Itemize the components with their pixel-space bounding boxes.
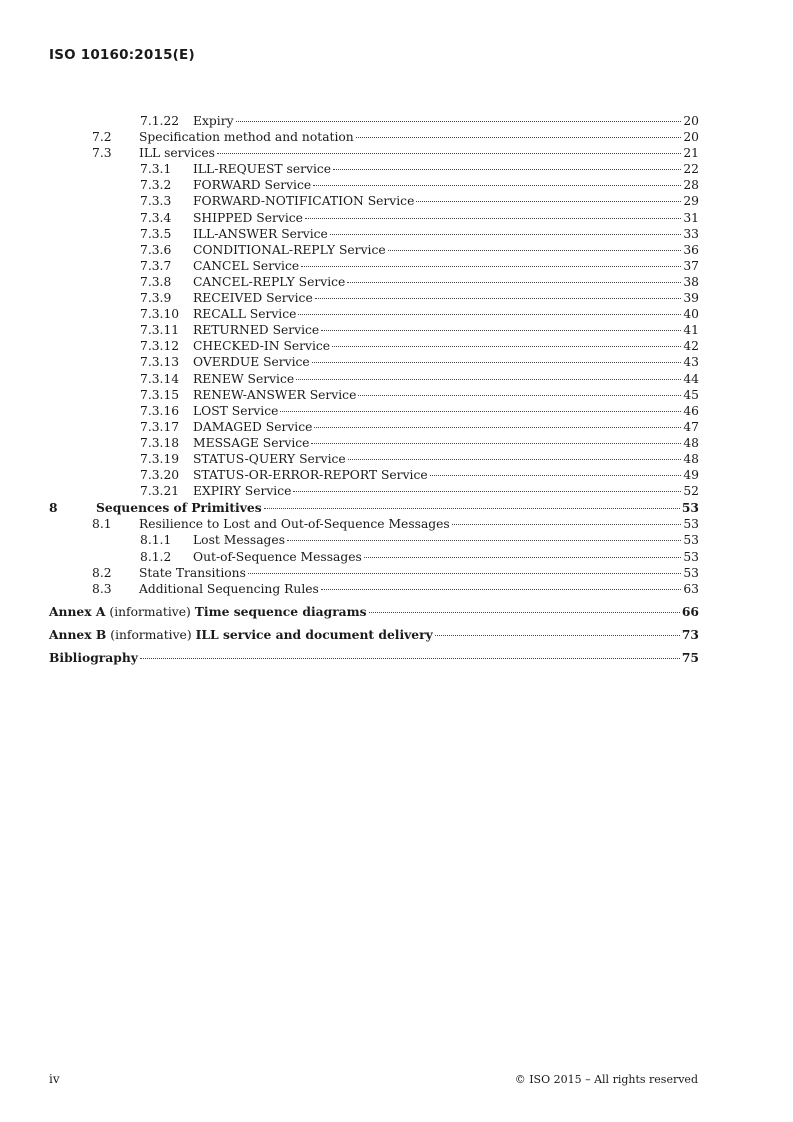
entry-number: 7.3.7 bbox=[140, 258, 172, 273]
dot-leader bbox=[301, 265, 681, 267]
annex-label: Annex B bbox=[49, 626, 107, 642]
dot-leader bbox=[293, 490, 681, 492]
entry-title: SHIPPED Service bbox=[193, 210, 303, 225]
dot-leader bbox=[435, 634, 680, 636]
page-number: 48 bbox=[683, 451, 699, 466]
toc-entry[interactable] bbox=[49, 306, 699, 322]
toc-entry[interactable] bbox=[49, 354, 699, 370]
page-number: 43 bbox=[683, 355, 699, 370]
annex-kind: (informative) bbox=[110, 627, 192, 642]
dot-leader bbox=[298, 313, 681, 315]
toc-entry[interactable] bbox=[49, 226, 699, 242]
page-number: 40 bbox=[683, 307, 699, 322]
page-number: 75 bbox=[681, 649, 699, 665]
entry-title: OVERDUE Service bbox=[193, 355, 310, 370]
entry-number: 7.3.21 bbox=[140, 484, 180, 499]
toc-entry[interactable] bbox=[49, 403, 699, 419]
dot-leader bbox=[332, 345, 681, 347]
entry-number: 7.3 bbox=[92, 146, 112, 161]
entry-number: 7.3.2 bbox=[140, 178, 172, 193]
toc-bibliography[interactable] bbox=[49, 650, 699, 666]
entry-number: 7.2 bbox=[92, 130, 112, 145]
entry-number: 7.1.22 bbox=[140, 114, 180, 128]
entry-number: 7.3.18 bbox=[140, 435, 180, 450]
page-number: 33 bbox=[683, 226, 699, 241]
page-label: iv bbox=[49, 1072, 60, 1086]
dot-leader bbox=[312, 361, 682, 363]
entry-title: MESSAGE Service bbox=[193, 435, 310, 450]
page-number: 42 bbox=[683, 339, 699, 354]
dot-leader bbox=[348, 458, 682, 460]
dot-leader bbox=[248, 572, 681, 574]
entry-number: 7.3.6 bbox=[140, 242, 172, 257]
page-number: 22 bbox=[683, 162, 699, 177]
page-number: 53 bbox=[681, 500, 699, 516]
dot-leader bbox=[347, 281, 681, 283]
entry-number: 7.3.16 bbox=[140, 403, 180, 418]
toc-entry[interactable] bbox=[49, 532, 699, 548]
page-number: 38 bbox=[683, 274, 699, 289]
document-id: ISO 10160:2015(E) bbox=[49, 47, 195, 63]
entry-title: DAMAGED Service bbox=[193, 419, 313, 434]
entry-title: FORWARD Service bbox=[193, 178, 312, 193]
entry-number: 7.3.9 bbox=[140, 291, 172, 306]
entry-title: EXPIRY Service bbox=[193, 484, 292, 499]
dot-leader bbox=[314, 426, 681, 428]
toc-entry[interactable] bbox=[49, 145, 699, 161]
toc-entry[interactable] bbox=[49, 322, 699, 338]
entry-number: 7.3.15 bbox=[140, 387, 180, 402]
entry-title: STATUS-QUERY Service bbox=[193, 451, 346, 466]
page-number: 52 bbox=[683, 484, 699, 499]
dot-leader bbox=[356, 136, 682, 138]
annex-kind: (informative) bbox=[109, 604, 191, 619]
dot-leader bbox=[287, 539, 681, 541]
page-number: 49 bbox=[683, 468, 699, 483]
entry-number: 8.1.2 bbox=[140, 549, 172, 564]
toc-entry[interactable] bbox=[49, 467, 699, 483]
dot-leader bbox=[430, 474, 682, 476]
page-number: 45 bbox=[683, 387, 699, 402]
page-number: 63 bbox=[683, 581, 699, 596]
dot-leader bbox=[296, 378, 681, 380]
annex-title: Time sequence diagrams bbox=[194, 603, 367, 619]
entry-number: 7.3.1 bbox=[140, 162, 172, 177]
dot-leader bbox=[364, 556, 682, 558]
page-number: 29 bbox=[683, 194, 699, 209]
entry-number: 7.3.3 bbox=[140, 194, 172, 209]
toc-section-8 bbox=[49, 500, 699, 597]
entry-number: 8 bbox=[49, 500, 58, 516]
annex-label: Annex A bbox=[49, 603, 106, 619]
toc-entry[interactable] bbox=[49, 113, 699, 129]
dot-leader bbox=[333, 168, 681, 170]
page-number: 53 bbox=[683, 565, 699, 580]
entry-title: STATUS-OR-ERROR-REPORT Service bbox=[193, 468, 428, 483]
dot-leader bbox=[369, 611, 680, 613]
entry-title: Out-of-Sequence Messages bbox=[193, 549, 362, 564]
dot-leader bbox=[388, 249, 682, 251]
entry-number: 7.3.4 bbox=[140, 210, 172, 225]
page-number: 47 bbox=[683, 419, 699, 434]
table-of-contents bbox=[49, 113, 699, 666]
page-number: 31 bbox=[683, 210, 699, 225]
toc-entry[interactable] bbox=[49, 177, 699, 193]
toc-entry[interactable] bbox=[49, 129, 699, 145]
toc-entry[interactable] bbox=[49, 483, 699, 499]
toc-entry[interactable] bbox=[49, 290, 699, 306]
toc-entry[interactable] bbox=[49, 451, 699, 467]
page-number: 66 bbox=[681, 603, 699, 619]
entry-title: CONDITIONAL-REPLY Service bbox=[193, 242, 386, 257]
page-number: 53 bbox=[683, 517, 699, 532]
page-number: 36 bbox=[683, 242, 699, 257]
entry-number: 7.3.14 bbox=[140, 371, 180, 386]
entry-title: Expiry bbox=[193, 114, 234, 128]
entry-number: 7.3.20 bbox=[140, 468, 180, 483]
toc-entry[interactable] bbox=[49, 242, 699, 258]
entry-title: CANCEL Service bbox=[193, 258, 300, 273]
entry-number: 7.3.11 bbox=[140, 323, 180, 338]
toc-entry[interactable] bbox=[49, 274, 699, 290]
entry-title: RENEW-ANSWER Service bbox=[193, 387, 357, 402]
entry-title: Specification method and notation bbox=[139, 130, 354, 145]
toc-entry[interactable] bbox=[49, 516, 699, 532]
page-number: 46 bbox=[683, 403, 699, 418]
toc-entry[interactable] bbox=[49, 371, 699, 387]
entry-number: 7.3.5 bbox=[140, 226, 172, 241]
page-number: 53 bbox=[683, 533, 699, 548]
toc-entry[interactable] bbox=[49, 161, 699, 177]
page-number: 39 bbox=[683, 291, 699, 306]
dot-leader bbox=[315, 297, 682, 299]
bibliography-title: Bibliography bbox=[49, 649, 138, 665]
entry-title: ILL-REQUEST service bbox=[193, 162, 332, 177]
entry-title: CHECKED-IN Service bbox=[193, 339, 331, 354]
page-number: 41 bbox=[683, 323, 699, 338]
dot-leader bbox=[264, 507, 680, 509]
entry-title: RETURNED Service bbox=[193, 323, 320, 338]
page-number: 20 bbox=[683, 130, 699, 145]
toc-entry[interactable] bbox=[49, 549, 699, 565]
entry-title: Sequences of Primitives bbox=[96, 500, 262, 516]
page-number: 21 bbox=[683, 146, 699, 161]
page-number: 44 bbox=[683, 371, 699, 386]
toc-entry[interactable] bbox=[49, 210, 699, 226]
toc-annex-b[interactable] bbox=[49, 627, 699, 643]
copyright-notice: © ISO 2015 – All rights reserved bbox=[514, 1073, 698, 1086]
toc-entry[interactable] bbox=[49, 565, 699, 581]
page-number: 28 bbox=[683, 178, 699, 193]
dot-leader bbox=[217, 152, 681, 154]
toc-entry[interactable] bbox=[49, 338, 699, 354]
dot-leader bbox=[140, 657, 680, 659]
toc-entry[interactable] bbox=[49, 581, 699, 597]
entry-title: Additional Sequencing Rules bbox=[139, 581, 319, 596]
toc-entry[interactable] bbox=[49, 500, 699, 516]
page-number: 53 bbox=[683, 549, 699, 564]
dot-leader bbox=[280, 410, 681, 412]
toc-entry[interactable] bbox=[49, 258, 699, 274]
dot-leader bbox=[305, 217, 681, 219]
entry-title: RECALL Service bbox=[193, 307, 297, 322]
toc-entry[interactable] bbox=[49, 193, 699, 209]
entry-number: 8.1.1 bbox=[140, 533, 172, 548]
entry-number: 8.1 bbox=[92, 517, 112, 532]
toc-entry[interactable] bbox=[49, 419, 699, 435]
entry-title: RECEIVED Service bbox=[193, 291, 313, 306]
entry-title: RENEW Service bbox=[193, 371, 295, 386]
dot-leader bbox=[416, 200, 681, 202]
toc-entry[interactable] bbox=[49, 387, 699, 403]
page-number: 37 bbox=[683, 258, 699, 273]
dot-leader bbox=[321, 588, 682, 590]
entry-title: FORWARD-NOTIFICATION Service bbox=[193, 194, 415, 209]
dot-leader bbox=[321, 329, 681, 331]
entry-title: Resilience to Lost and Out-of-Sequence Messages bbox=[139, 517, 450, 532]
page-number: 20 bbox=[683, 114, 699, 128]
toc-section-7 bbox=[49, 113, 699, 499]
entry-number: 8.2 bbox=[92, 565, 112, 580]
dot-leader bbox=[311, 442, 681, 444]
entry-number: 7.3.8 bbox=[140, 274, 172, 289]
entry-title: CANCEL-REPLY Service bbox=[193, 274, 346, 289]
dot-leader bbox=[452, 523, 682, 525]
entry-title: Lost Messages bbox=[193, 533, 286, 548]
entry-title: ILL-ANSWER Service bbox=[193, 226, 328, 241]
entry-number: 7.3.10 bbox=[140, 307, 180, 322]
entry-number: 7.3.13 bbox=[140, 355, 180, 370]
toc-entry[interactable] bbox=[49, 435, 699, 451]
entry-title: LOST Service bbox=[193, 403, 279, 418]
dot-leader bbox=[358, 394, 681, 396]
dot-leader bbox=[330, 233, 682, 235]
dot-leader bbox=[236, 120, 682, 122]
annex-title: ILL service and document delivery bbox=[195, 626, 433, 642]
entry-number: 7.3.12 bbox=[140, 339, 180, 354]
dot-leader bbox=[313, 184, 681, 186]
entry-title: State Transitions bbox=[139, 565, 246, 580]
entry-number: 7.3.19 bbox=[140, 451, 180, 466]
page-number: 73 bbox=[681, 626, 699, 642]
toc-annex-a[interactable] bbox=[49, 604, 699, 620]
entry-title: ILL services bbox=[139, 146, 215, 161]
entry-number: 7.3.17 bbox=[140, 419, 180, 434]
entry-number: 8.3 bbox=[92, 581, 112, 596]
page-number: 48 bbox=[683, 435, 699, 450]
